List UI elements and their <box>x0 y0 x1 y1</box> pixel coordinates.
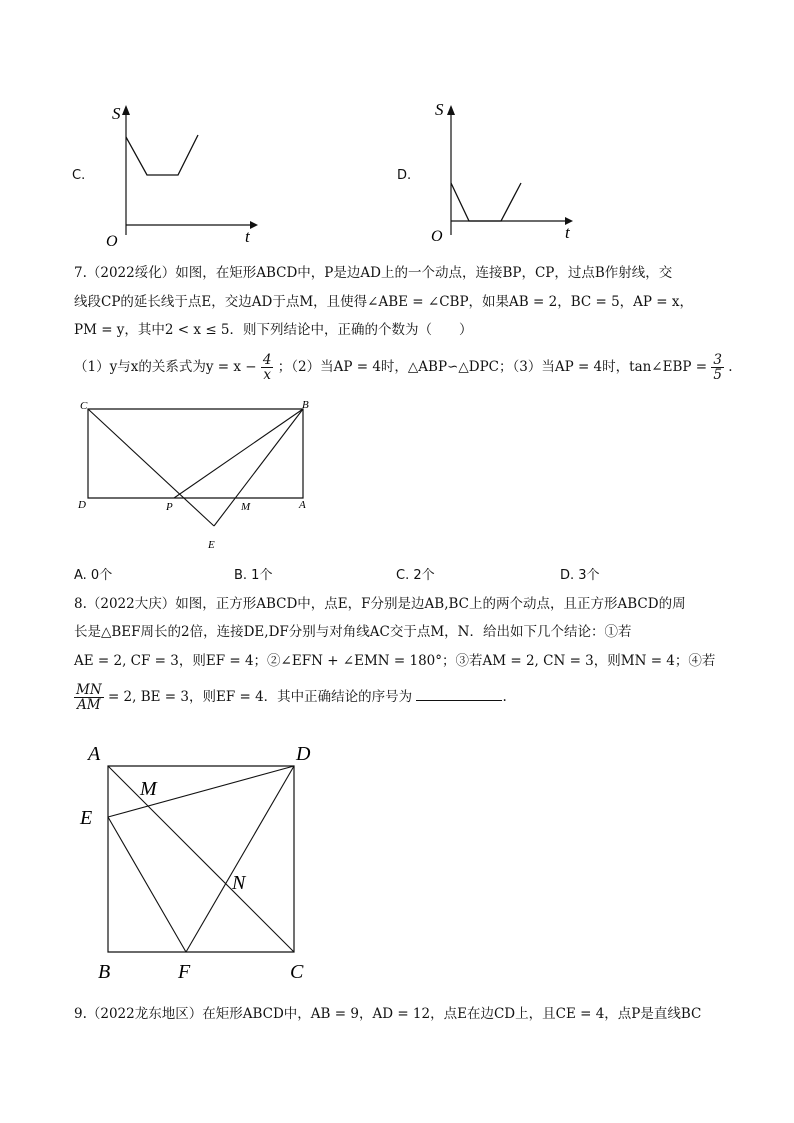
y-axis-arrow <box>447 105 455 115</box>
q8-figure <box>76 738 326 988</box>
point-b-label: B <box>98 961 111 983</box>
q7-line-4-a: （1）y与x的关系式为y = x − <box>74 359 257 375</box>
origin-label: O <box>106 233 118 250</box>
point-d-label: D <box>296 743 311 765</box>
y-axis-arrow <box>122 105 130 115</box>
q7-option-a[interactable]: A. 0个 <box>74 568 113 583</box>
q9-line-1: 9.（2022龙东地区）在矩形ABCD中，AB = 9，AD = 12，点E在边CD上，且CE = 4，点P是直线BC <box>74 1006 702 1022</box>
segment-bp <box>174 409 303 498</box>
q8-line-4 <box>74 683 507 712</box>
point-n-label: N <box>232 872 246 894</box>
answer-blank[interactable] <box>416 688 502 701</box>
q7-line-2: 线段CP的延长线于点E，交边AD于点M，且使得∠ABE = ∠CBP，如果AB = 2，BC = 5，AP = x， <box>74 294 694 310</box>
point-p-label: P <box>166 501 173 513</box>
q8-line-4-text: = 2, BE = 3，则EF = 4．其中正确结论的序号为 <box>107 689 413 705</box>
origin-label: O <box>431 228 443 245</box>
point-f-label: F <box>178 961 191 983</box>
q7-line-1: 7.（2022绥化）如图，在矩形ABCD中，P是边AD上的一个动点，连接BP，CP，过点B作射线，交 <box>74 265 673 281</box>
point-m-label: M <box>140 778 157 800</box>
axis-x-label: t <box>565 223 570 242</box>
segment-be <box>214 409 303 526</box>
graph-d-curve <box>451 183 521 221</box>
q8-line-4-end: . <box>502 689 507 705</box>
q7-line-3: PM = y，其中2 < x ≤ 5．则下列结论中，正确的个数为（ ） <box>74 322 473 338</box>
segment-ef <box>108 817 186 952</box>
axis-y-label: S <box>112 104 121 123</box>
q7-line-4-b: ；（2）当AP = 4时，△ABP∽△DPC；（3）当AP = 4时，tan∠EBP = <box>277 359 708 375</box>
q7-option-d[interactable]: D. 3个 <box>560 568 600 583</box>
q7-fraction-4-over-x: $\frac{4}{x}$ <box>262 352 272 383</box>
x-axis-arrow <box>250 221 258 229</box>
q7-line-4-end: . <box>728 359 733 375</box>
axis-x-label: t <box>245 227 250 246</box>
option-d-label: D. <box>397 168 412 183</box>
q7-option-c[interactable]: C. 2个 <box>396 568 435 583</box>
segment-de <box>108 766 294 817</box>
segment-df <box>186 766 294 952</box>
axis-y-label: S <box>435 100 444 119</box>
q7-figure <box>70 396 330 556</box>
point-a-label: A <box>299 499 306 511</box>
point-m-label: M <box>241 501 251 513</box>
q8-line-3: AE = 2, CF = 3，则EF = 4；②∠EFN + ∠EMN = 180°；③若AM = 2, CN = 3，则MN = 4；④若 <box>74 653 716 669</box>
graph-c-curve <box>126 135 198 175</box>
q7-fraction-3-over-5: $\frac{3}{5}$ <box>713 352 722 383</box>
q8-line-2: 长是△BEF周长的2倍，连接DE,DF分别与对角线AC交于点M，N．给出如下几个结论：①若 <box>74 624 632 640</box>
segment-ce <box>88 409 214 526</box>
graph-c <box>100 95 260 250</box>
point-d-label: D <box>78 499 86 511</box>
q7-line-4 <box>74 353 733 382</box>
point-c-label: C <box>80 400 88 412</box>
q8-fraction-mn-over-am: $\frac{MN}{AM}$ <box>76 682 102 713</box>
point-e-label: E <box>80 807 93 829</box>
q8-line-1: 8.（2022大庆）如图，正方形ABCD中，点E，F分别是边AB,BC上的两个动点，且正方形ABCD的周 <box>74 596 686 612</box>
point-c-label: C <box>290 961 304 983</box>
q7-option-b[interactable]: B. 1个 <box>234 568 273 583</box>
rectangle-abcd <box>88 409 303 498</box>
point-a-label: A <box>88 743 101 765</box>
diagonal-ac <box>108 766 294 952</box>
point-b-label: B <box>302 399 309 411</box>
option-c-label: C. <box>72 168 86 183</box>
graph-d <box>427 95 587 250</box>
point-e-label: E <box>208 539 215 551</box>
